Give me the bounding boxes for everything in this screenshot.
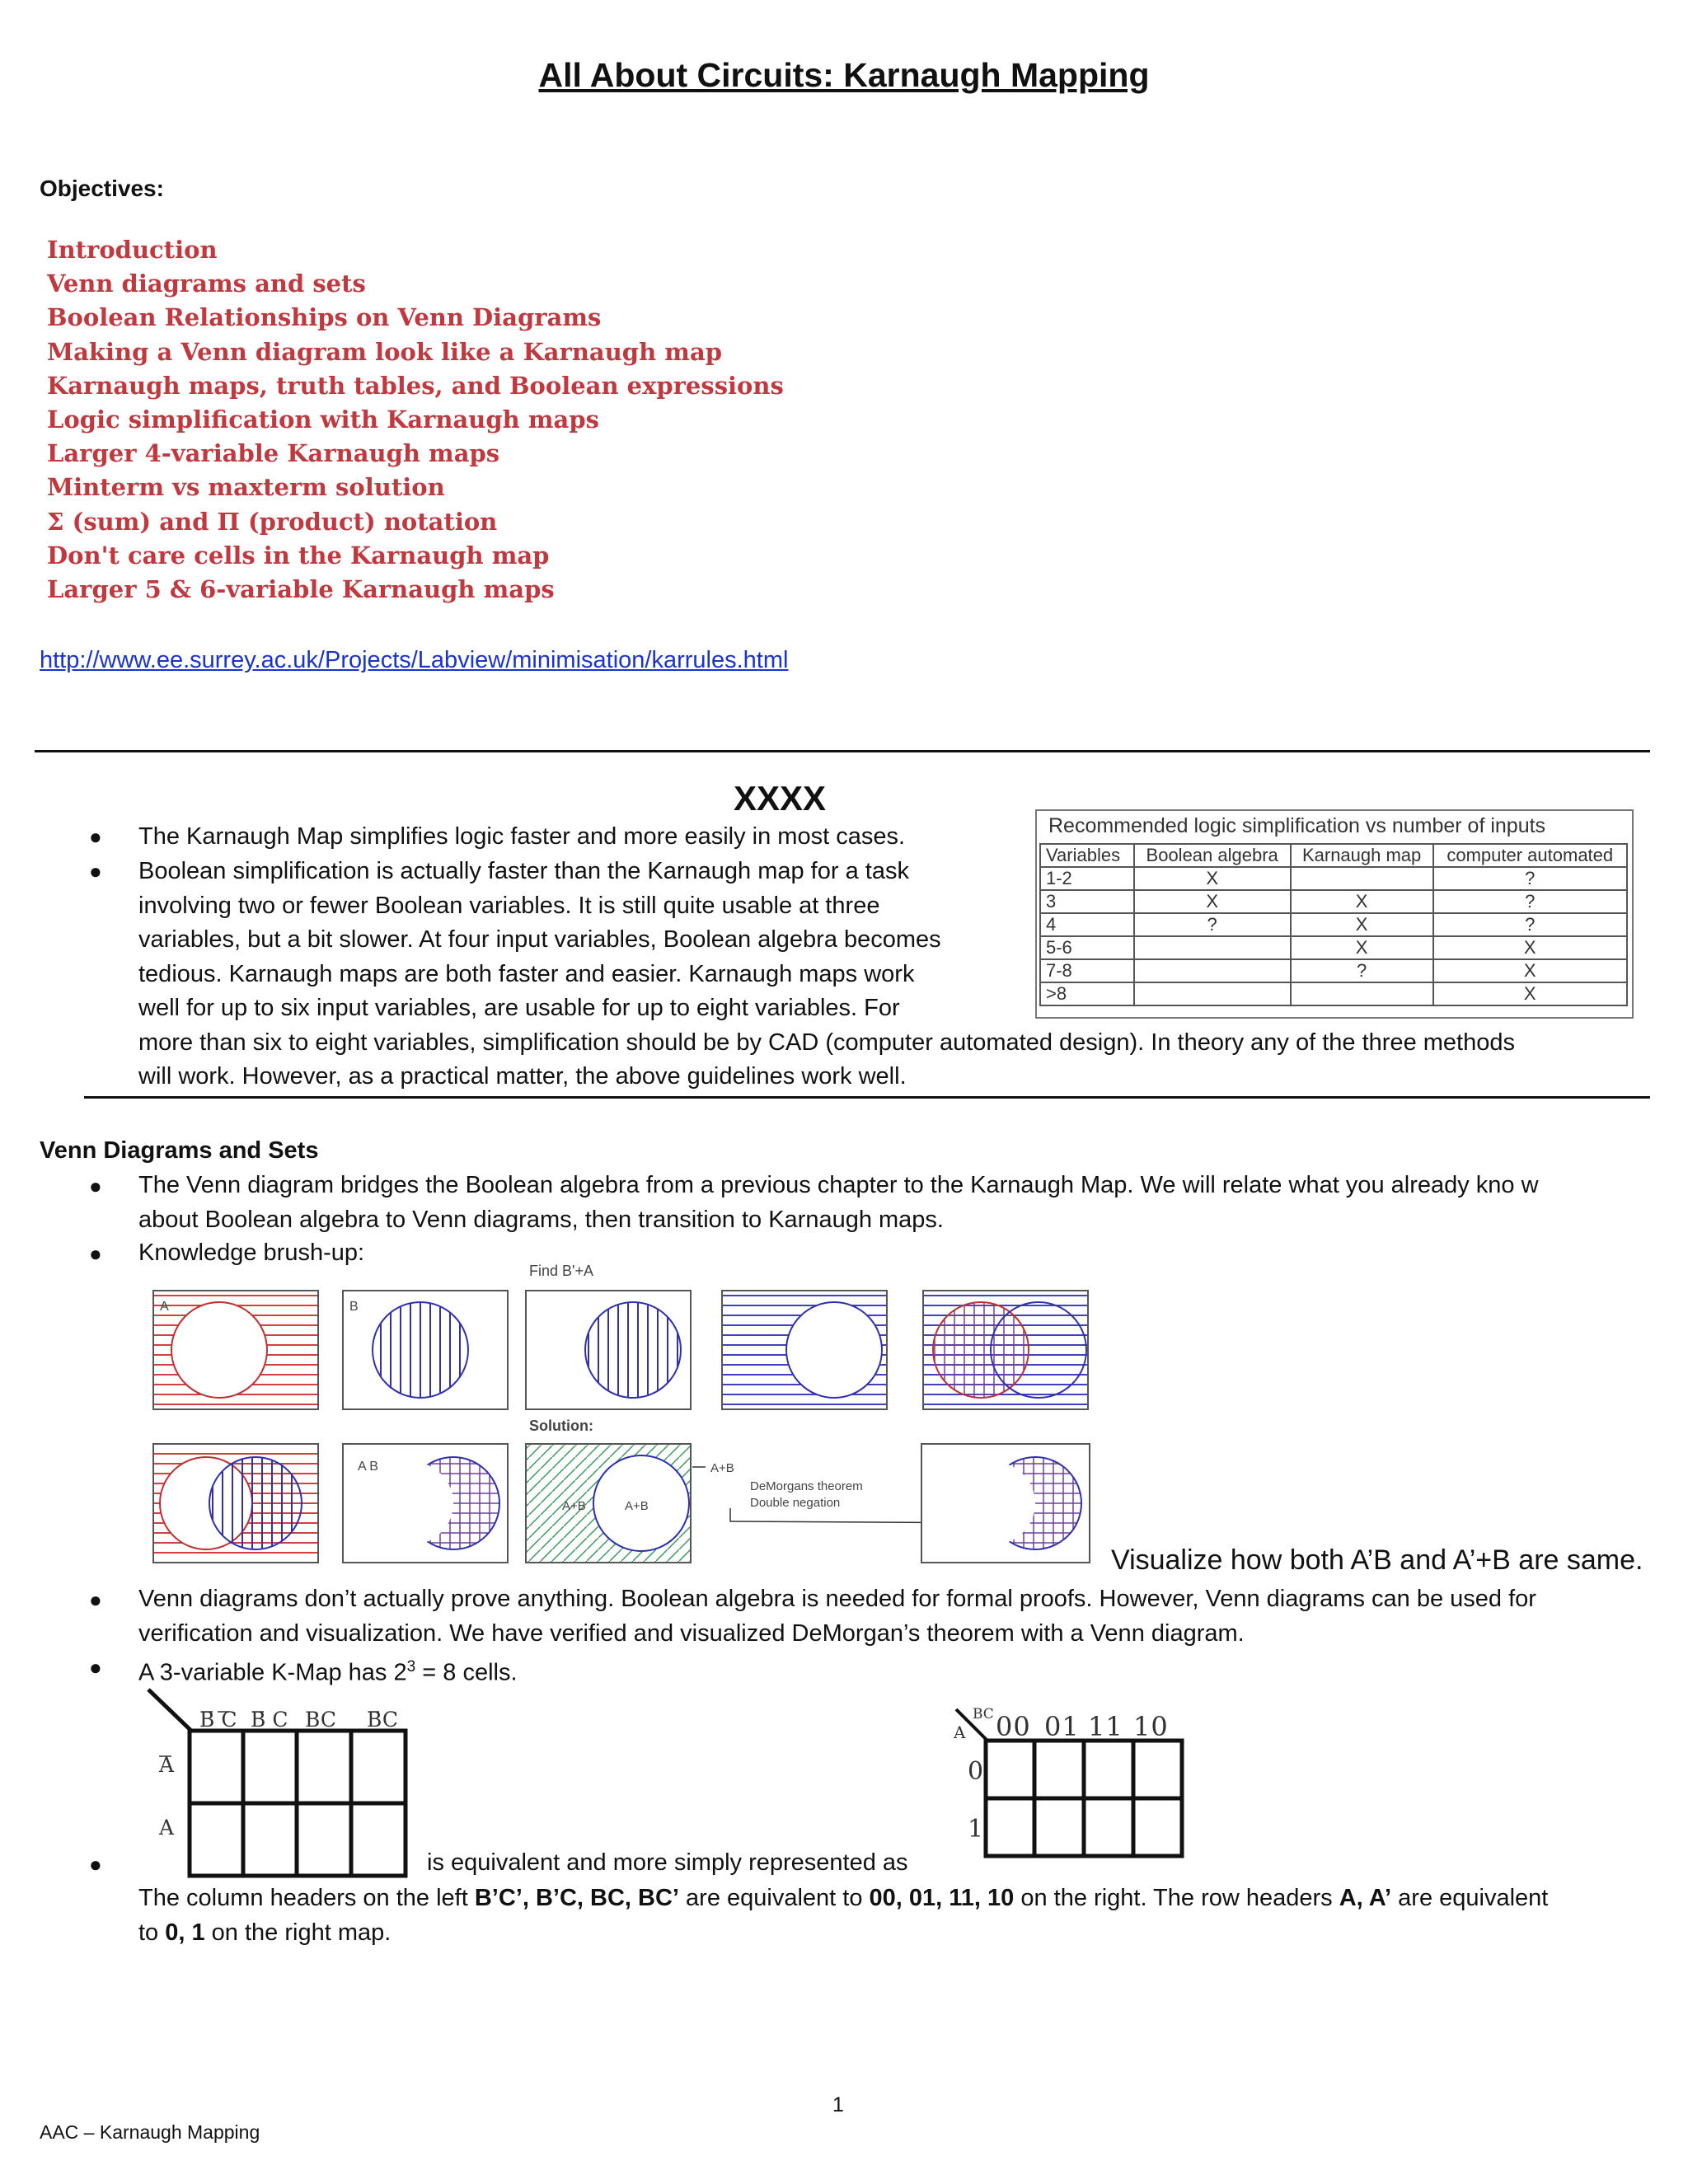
kmap-row-header: A <box>159 1753 175 1777</box>
text-run: on the right. The row headers <box>1014 1885 1339 1911</box>
objective-item[interactable]: Larger 5 & 6-variable Karnaugh maps <box>47 575 555 604</box>
objectives-list <box>47 233 784 607</box>
table-cell <box>1134 982 1291 1005</box>
bullet-icon: ● <box>89 824 102 849</box>
table-row <box>1040 867 1627 890</box>
table-cell <box>1291 867 1433 890</box>
venn-panel <box>343 1444 508 1563</box>
bullet-text: Knowledge brush-up: <box>138 1240 365 1266</box>
text-line: involving two or fewer Boolean variables. It is still quite usable at three <box>138 892 880 919</box>
text-run: A 3-variable K-Map has 2 <box>138 1659 407 1686</box>
text-line: Boolean simplification is actually faster than the Karnaugh map for a task <box>138 858 909 884</box>
set-label: B <box>349 1300 359 1314</box>
table-header: computer automated <box>1433 844 1628 867</box>
table-title: Recommended logic simplification vs number of inputs <box>1048 814 1546 837</box>
table-cell: 3 <box>1040 890 1134 913</box>
table-row <box>1040 959 1627 982</box>
venn-panel <box>921 1444 1090 1563</box>
annotation-label: DeMorgans theorem <box>750 1479 863 1493</box>
kmap-col-header: 10 <box>1133 1711 1169 1742</box>
kmap-col-header: B C <box>251 1708 288 1732</box>
kmap-col-header: B C <box>199 1708 237 1732</box>
objective-item[interactable]: Don't care cells in the Karnaugh map <box>47 541 550 569</box>
bold-run: B’C’, B’C, BC, BC’ <box>474 1885 679 1911</box>
page-title: All About Circuits: Karnaugh Mapping <box>538 56 1150 94</box>
text-line: Venn diagrams don’t actually prove anything. Boolean algebra is needed for formal proofs. However, Venn diagrams can be used for <box>138 1586 1536 1612</box>
table-cell <box>1134 936 1291 959</box>
text-line: The Venn diagram bridges the Boolean algebra from a previous chapter to the Karnaugh Map. We will relate what you already kno w <box>138 1172 1539 1198</box>
text-run: = 8 cells. <box>415 1659 518 1686</box>
annotation-label: A+B <box>710 1461 734 1475</box>
text-run: The column headers on the left <box>138 1885 475 1911</box>
table-cell: 1-2 <box>1040 867 1134 890</box>
text-line: tedious. Karnaugh maps are both faster and easier. Karnaugh maps work <box>138 960 915 987</box>
table-cell: X <box>1291 913 1433 936</box>
divider <box>35 750 1650 752</box>
recommendation-table <box>1039 843 1628 1006</box>
kmap-col-header: BC <box>305 1708 336 1732</box>
text-run: on the right map. <box>204 1919 392 1946</box>
divider <box>84 1096 1650 1099</box>
objective-item[interactable]: Minterm vs maxterm solution <box>47 473 445 502</box>
bullet-text <box>138 1650 518 1690</box>
table-row <box>1040 890 1627 913</box>
text-line: about Boolean algebra to Venn diagrams, then transition to Karnaugh maps. <box>138 1206 944 1233</box>
objective-item[interactable]: Making a Venn diagram look like a Karnaugh map <box>47 337 723 366</box>
table-cell: X <box>1291 890 1433 913</box>
table-cell: X <box>1433 936 1628 959</box>
kmap-col-header: 01 <box>1044 1711 1080 1742</box>
recommendation-table-box <box>1035 809 1634 1019</box>
text-line: will work. However, as a practical matter, the above guidelines work well. <box>138 1063 907 1090</box>
table-row <box>1040 982 1627 1005</box>
table-cell: ? <box>1291 959 1433 982</box>
venn-panel <box>343 1291 508 1409</box>
table-cell: X <box>1291 936 1433 959</box>
text-run: to <box>138 1919 166 1946</box>
text-line <box>138 1916 1548 1951</box>
reference-link[interactable]: http://www.ee.surrey.ac.uk/Projects/Labview/minimisation/karrules.html <box>40 647 789 673</box>
text-line: verification and visualization. We have verified and visualized DeMorgan’s theorem with a Venn diagram. <box>138 1619 1245 1647</box>
table-header-row <box>1040 844 1627 867</box>
bullet-text: The Karnaugh Map simplifies logic faster and more easily in most cases. <box>138 823 906 850</box>
objectives-label: Objectives: <box>40 176 164 201</box>
table-cell: 7-8 <box>1040 959 1134 982</box>
kmap-left <box>132 1685 412 1883</box>
superscript: 3 <box>406 1658 416 1675</box>
set-label: A+B <box>562 1499 586 1513</box>
footer-text: AAC – Karnaugh Mapping <box>40 2121 260 2143</box>
table-cell: ? <box>1433 890 1628 913</box>
table-cell: X <box>1433 959 1628 982</box>
set-label: A <box>160 1300 169 1314</box>
kmap-corner-label: A <box>954 1722 966 1742</box>
objective-item[interactable]: Logic simplification with Karnaugh maps <box>47 405 599 434</box>
set-label: A+B <box>625 1499 649 1513</box>
bold-run: 00, 01, 11, 10 <box>869 1885 1015 1911</box>
kmap-right <box>948 1704 1195 1861</box>
text-run: are equivalent <box>1391 1885 1549 1911</box>
table-header: Variables <box>1040 844 1134 867</box>
objective-item[interactable]: Karnaugh maps, truth tables, and Boolean expressions <box>47 371 784 400</box>
venn-diagram-figure <box>148 1261 1104 1566</box>
visualize-caption: Visualize how both A’B and A’+B are same. <box>1111 1544 1643 1576</box>
objective-item[interactable]: Larger 4-variable Karnaugh maps <box>47 439 500 468</box>
venn-panel <box>153 1444 318 1563</box>
venn-panel <box>923 1291 1088 1409</box>
bullet-icon: ● <box>89 1174 102 1198</box>
bullet-icon: ● <box>89 1655 102 1680</box>
kmap-explanation <box>138 1882 1548 1950</box>
set-label: A B <box>358 1460 378 1474</box>
bullet-paragraph <box>138 1169 1539 1237</box>
table-cell: ? <box>1134 913 1291 936</box>
table-header: Boolean algebra <box>1134 844 1291 867</box>
section-heading: Venn Diagrams and Sets <box>40 1137 319 1164</box>
annotation-label: Double negation <box>750 1496 841 1510</box>
kmap-col-header: 11 <box>1088 1711 1123 1742</box>
table-header: Karnaugh map <box>1291 844 1433 867</box>
bullet-icon: ● <box>89 1241 102 1266</box>
equivalent-text: is equivalent and more simply represented as <box>427 1849 908 1876</box>
kmap-col-header: BC <box>367 1708 398 1732</box>
kmap-row-header: 0 <box>968 1757 984 1786</box>
text-run: are equivalent to <box>678 1885 870 1911</box>
bullet-paragraph <box>138 1582 1536 1651</box>
table-row <box>1040 913 1627 936</box>
objective-item[interactable]: Venn diagrams and sets <box>47 269 366 298</box>
bullet-icon: ● <box>89 1852 102 1877</box>
bullet-icon: ● <box>89 859 102 883</box>
venn-panel <box>722 1291 887 1409</box>
objective-item[interactable]: Σ (sum) and Π (product) notation <box>47 507 498 536</box>
kmap-row-header: A <box>159 1816 175 1840</box>
table-cell: X <box>1134 890 1291 913</box>
objective-item[interactable]: Introduction <box>47 236 218 264</box>
venn-panel <box>153 1291 318 1409</box>
section-heading: XXXX <box>734 779 827 818</box>
bullet-icon: ● <box>89 1587 102 1612</box>
page-number: 1 <box>832 2093 844 2116</box>
text-line: more than six to eight variables, simplification should be by CAD (computer automated design). In theory any of the three methods <box>138 1029 1515 1056</box>
text-line: well for up to six input variables, are usable for up to eight variables. For <box>138 995 900 1021</box>
solution-label: Solution: <box>529 1418 593 1434</box>
kmap-row-header: 1 <box>968 1815 984 1844</box>
table-cell: X <box>1433 982 1628 1005</box>
bold-run: 0, 1 <box>165 1919 205 1946</box>
text-line: variables, but a bit slower. At four input variables, Boolean algebra becomes <box>138 926 941 953</box>
table-cell <box>1291 982 1433 1005</box>
table-cell: X <box>1134 867 1291 890</box>
table-cell: 5-6 <box>1040 936 1134 959</box>
find-label: Find B'+A <box>529 1263 593 1279</box>
venn-panel <box>526 1291 691 1409</box>
bold-run: A, A’ <box>1339 1885 1392 1911</box>
table-row <box>1040 936 1627 959</box>
table-cell: ? <box>1433 913 1628 936</box>
table-cell: 4 <box>1040 913 1134 936</box>
table-cell: ? <box>1433 867 1628 890</box>
objective-item[interactable]: Boolean Relationships on Venn Diagrams <box>47 303 602 332</box>
table-cell <box>1134 959 1291 982</box>
kmap-corner-label: BC <box>973 1706 994 1722</box>
kmap-col-header: 00 <box>996 1711 1031 1742</box>
table-cell: >8 <box>1040 982 1134 1005</box>
text-line <box>138 1882 1548 1916</box>
venn-panel <box>526 1444 691 1563</box>
